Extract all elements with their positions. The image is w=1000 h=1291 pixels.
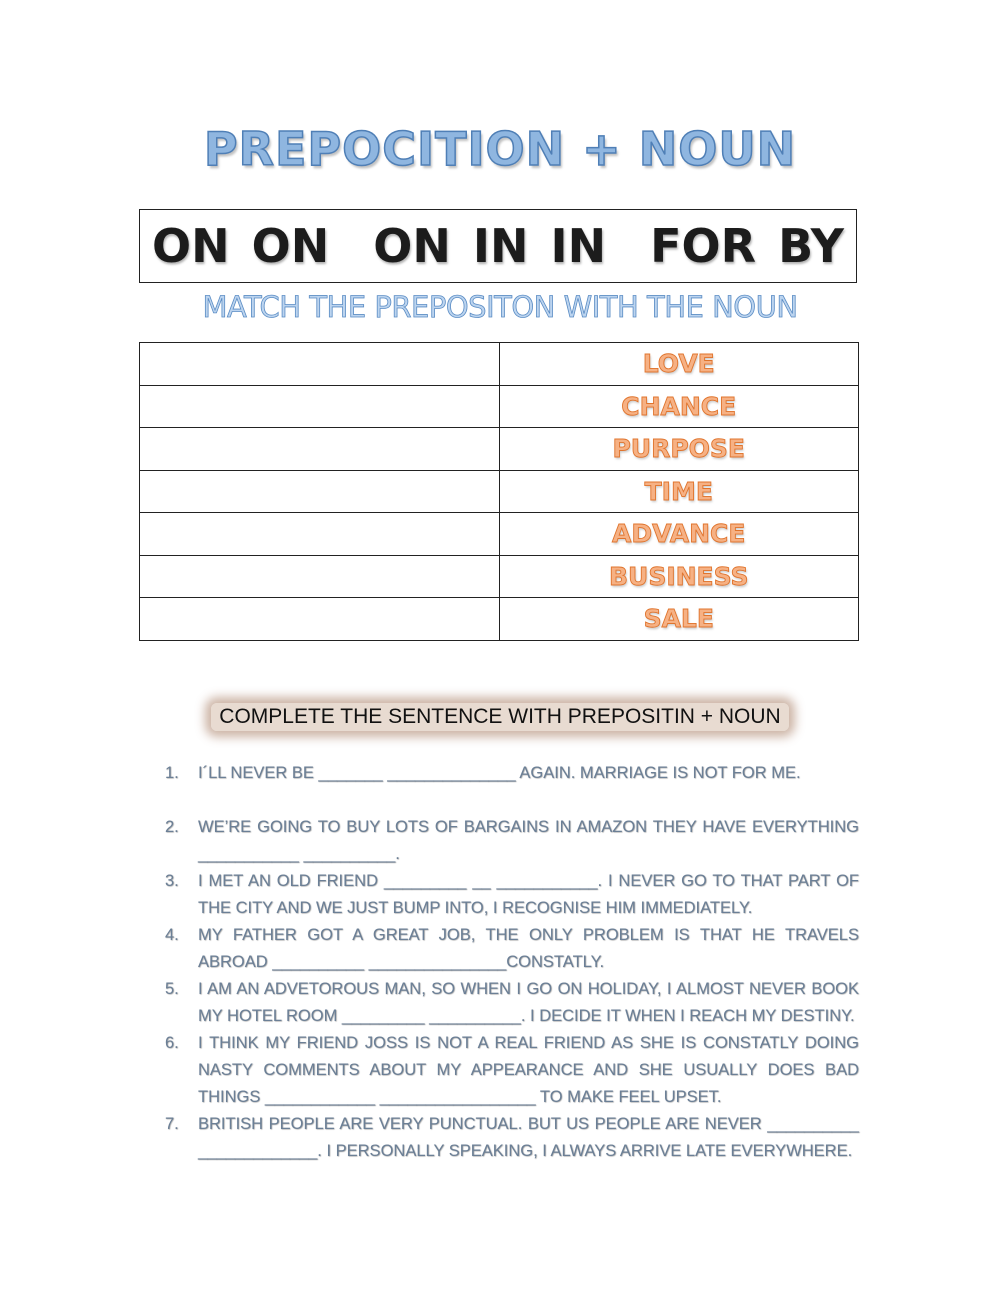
preposition-answer-cell[interactable] — [140, 598, 500, 641]
match-table — [139, 342, 859, 641]
sentence-number: 1. — [165, 764, 179, 782]
noun-label: TIME — [644, 476, 713, 506]
word-bank-item: ON — [373, 219, 451, 273]
preposition-answer-cell[interactable] — [140, 555, 500, 598]
preposition-answer-cell[interactable] — [140, 385, 500, 428]
sentence-text: I THINK MY FRIEND JOSS IS NOT A REAL FRIEND AS SHE IS CONSTATLY DOING NASTY COMMENTS ABOUT MY APPEARANCE AND SHE USUALLY DOES BAD THINGS ____________ _________________ TO MAKE FEEL UPSET. — [198, 1034, 859, 1106]
table-row — [140, 343, 859, 386]
sentence-item — [165, 1030, 859, 1111]
table-row — [140, 598, 859, 641]
preposition-answer-cell[interactable] — [140, 428, 500, 471]
sentence-number: 2. — [165, 818, 179, 836]
sentence-item — [165, 760, 859, 787]
worksheet-title: PREPOCITION + NOUN — [203, 122, 797, 176]
sentence-text: MY FATHER GOT A GREAT JOB, THE ONLY PROBLEM IS THAT HE TRAVELS ABROAD __________ _______________CONSTATLY. — [198, 926, 859, 971]
table-row — [140, 555, 859, 598]
noun-cell — [499, 555, 859, 598]
sentence-number: 5. — [165, 980, 179, 998]
word-bank-item: IN — [472, 219, 529, 273]
noun-cell — [499, 470, 859, 513]
complete-section-title-text: COMPLETE THE SENTENCE WITH PREPOSITIN + NOUN — [211, 703, 788, 731]
sentence-item — [165, 1111, 859, 1165]
noun-label: ADVANCE — [612, 519, 746, 549]
noun-label: CHANCE — [621, 391, 737, 421]
table-row — [140, 513, 859, 556]
sentence-item — [165, 976, 859, 1030]
sentence-text: BRITISH PEOPLE ARE VERY PUNCTUAL. BUT US PEOPLE ARE NEVER __________ _____________. I PERSONALLY SPEAKING, I ALWAYS ARRIVE LATE EVERYWHERE. — [198, 1115, 859, 1160]
word-bank-item: BY — [778, 219, 844, 273]
sentence-number: 6. — [165, 1034, 179, 1052]
sentence-text: WE’RE GOING TO BUY LOTS OF BARGAINS IN AMAZON THEY HAVE EVERYTHING ___________ __________. — [198, 818, 859, 863]
sentence-number: 3. — [165, 872, 179, 890]
preposition-answer-cell[interactable] — [140, 513, 500, 556]
table-row — [140, 428, 859, 471]
sentence-text: I´LL NEVER BE _______ ______________ AGAIN. MARRIAGE IS NOT FOR ME. — [198, 764, 801, 782]
sentence-item — [165, 814, 859, 868]
noun-cell — [499, 428, 859, 471]
sentence-number: 4. — [165, 926, 179, 944]
word-bank-item: ON — [152, 219, 230, 273]
noun-label: SALE — [643, 604, 714, 634]
sentence-number: 7. — [165, 1115, 179, 1133]
word-bank-item: IN — [550, 219, 607, 273]
match-section-title: MATCH THE PREPOSITON WITH THE NOUN — [202, 290, 798, 324]
noun-cell — [499, 385, 859, 428]
noun-cell — [499, 513, 859, 556]
sentence-item — [165, 922, 859, 976]
noun-label: BUSINESS — [608, 561, 749, 591]
preposition-answer-cell[interactable] — [140, 470, 500, 513]
preposition-word-bank — [139, 209, 857, 283]
preposition-answer-cell[interactable] — [140, 343, 500, 386]
noun-label: PURPOSE — [612, 434, 746, 464]
table-row — [140, 470, 859, 513]
noun-cell — [499, 343, 859, 386]
noun-label: LOVE — [642, 349, 715, 379]
sentence-item — [165, 868, 859, 922]
noun-cell — [499, 598, 859, 641]
sentence-list — [165, 760, 859, 1165]
sentence-text: I MET AN OLD FRIEND _________ __ ___________. I NEVER GO TO THAT PART OF THE CITY AND WE JUST BUMP INTO, I RECOGNISE HIM IMMEDIATELY. — [198, 872, 859, 917]
word-bank-item: FOR — [650, 219, 757, 273]
word-bank-item: ON — [251, 219, 330, 273]
complete-section-title — [0, 703, 1000, 731]
sentence-text: I AM AN ADVETOROUS MAN, SO WHEN I GO ON HOLIDAY, I ALMOST NEVER BOOK MY HOTEL ROOM _________ __________. I DECIDE IT WHEN I REACH MY DESTINY. — [198, 980, 859, 1025]
table-row — [140, 385, 859, 428]
